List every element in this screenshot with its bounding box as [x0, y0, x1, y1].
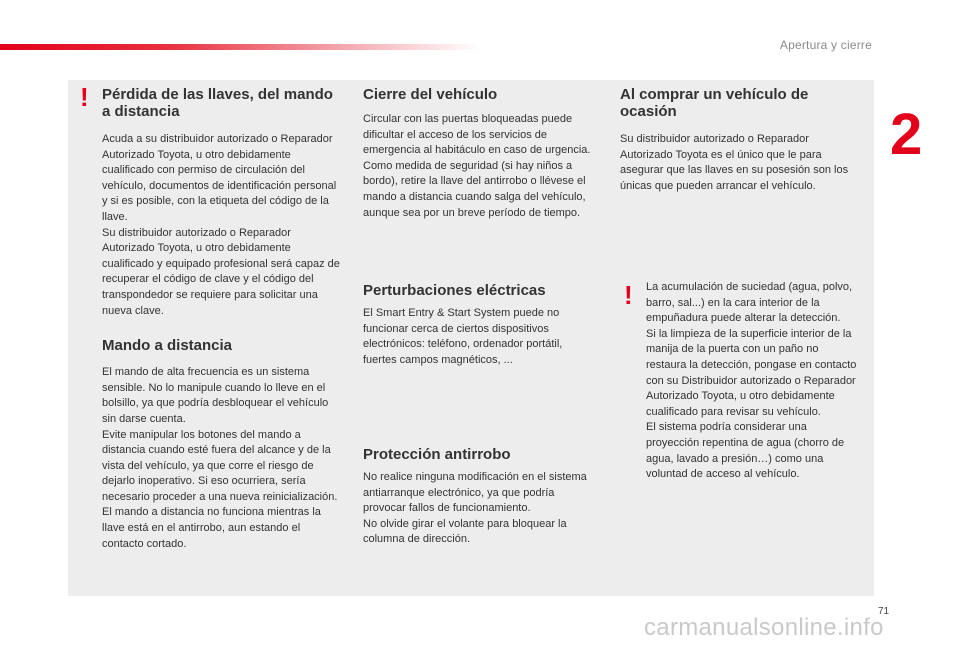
exclamation-icon: ! [80, 82, 89, 112]
heading-used-vehicle: Al comprar un vehículo de ocasión [620, 86, 809, 120]
column-3 [620, 86, 856, 194]
chapter-number: 2 [890, 102, 923, 167]
paragraph-vehicle-locking: Circular con las puertas bloqueadas puede dificultar el acceso de los servicios de emergencia al habitáculo en caso de urgencia. Como medida de seguridad (si hay niños a bordo), retire la llave del antirrobo o llévese el mando a distancia cuando salga del vehículo, aunque sea por un breve período de tiempo. [363, 113, 591, 219]
heading-anti-theft: Protección antirrobo [363, 446, 511, 463]
page-number: 71 [878, 606, 890, 617]
exclamation-icon: ! [624, 280, 633, 310]
heading-vehicle-locking: Cierre del vehículo [363, 86, 498, 103]
heading-lost-keys: Pérdida de las llaves, del mando a distancia [102, 86, 333, 120]
paragraph-dirt-warning: La acumulación de suciedad (agua, polvo, barro, sal...) en la cara interior de la empuñadura puede alterar la detección. Si la limpieza de la superficie interior de la manija de la puerta con un paño no restaura la detección, pongase en contacto con su Distribuidor autorizado o Reparador Autorizado Toyota, u otro debidamente cualificado para revisar su vehículo. El sistema podría considerar una proyección repentina de agua (chorro de agua, lavado a presión…) como una voluntad de acceso al vehículo. [646, 281, 857, 481]
watermark: carmanualsonline.info [644, 614, 884, 641]
column-2b [363, 282, 596, 368]
heading-remote: Mando a distancia [102, 337, 233, 355]
header-accent-bar [0, 44, 480, 50]
column-3-warning [646, 280, 860, 483]
heading-electric-interference: Perturbaciones eléctricas [363, 282, 546, 299]
paragraph-lost-keys: Acuda a su distribuidor autorizado o Reparador Autorizado Toyota, u otro debidamente cualificado con permiso de circulación del vehículo, documentos de identificación personal y si es posible, con la etiqueta del código de la llave. Su distribuidor autorizado o Reparador Autorizado Toyota, u otro debidamente cualificado y equipado profesional será capaz de recuperar el código de clave y el código del transpondedor se requiere para solicitar una nueva clave. [102, 133, 340, 317]
section-title: Apertura y cierre [779, 38, 872, 52]
paragraph-electric-interference: El Smart Entry & Start System puede no funcionar cerca de ciertos dispositivos electrónicos: teléfono, ordenador portátil, fuertes campos magnéticos, ... [363, 307, 563, 366]
column-2c [363, 446, 596, 548]
column-1 [102, 86, 342, 552]
paragraph-remote: El mando de alta frecuencia es un sistema sensible. No lo manipule cuando lo lleve en el bolsillo, ya que podría desbloquear el vehículo sin darse cuenta. Evite manipular los botones del mando a distancia cuando esté fuera del alcance y de la vista del vehículo, ya que corre el riesgo de dejarlo inoperativo. Si eso ocurriera, sería necesario proceder a una nueva reinicialización. El mando a distancia no funciona mientras la llave está en el antirrobo, aun estando el contacto cortado. [102, 366, 338, 550]
column-2 [363, 86, 596, 221]
paragraph-used-vehicle: Su distribuidor autorizado o Reparador Autorizado Toyota es el único que le para asegurar que las llaves en su posesión son los únicas que pueden arrancar el vehículo. [620, 133, 849, 192]
paragraph-anti-theft: No realice ninguna modificación en el sistema antiarranque electrónico, ya que podría provocar fallos de funcionamiento. No olvide girar el volante para bloquear la columna de dirección. [363, 471, 587, 546]
